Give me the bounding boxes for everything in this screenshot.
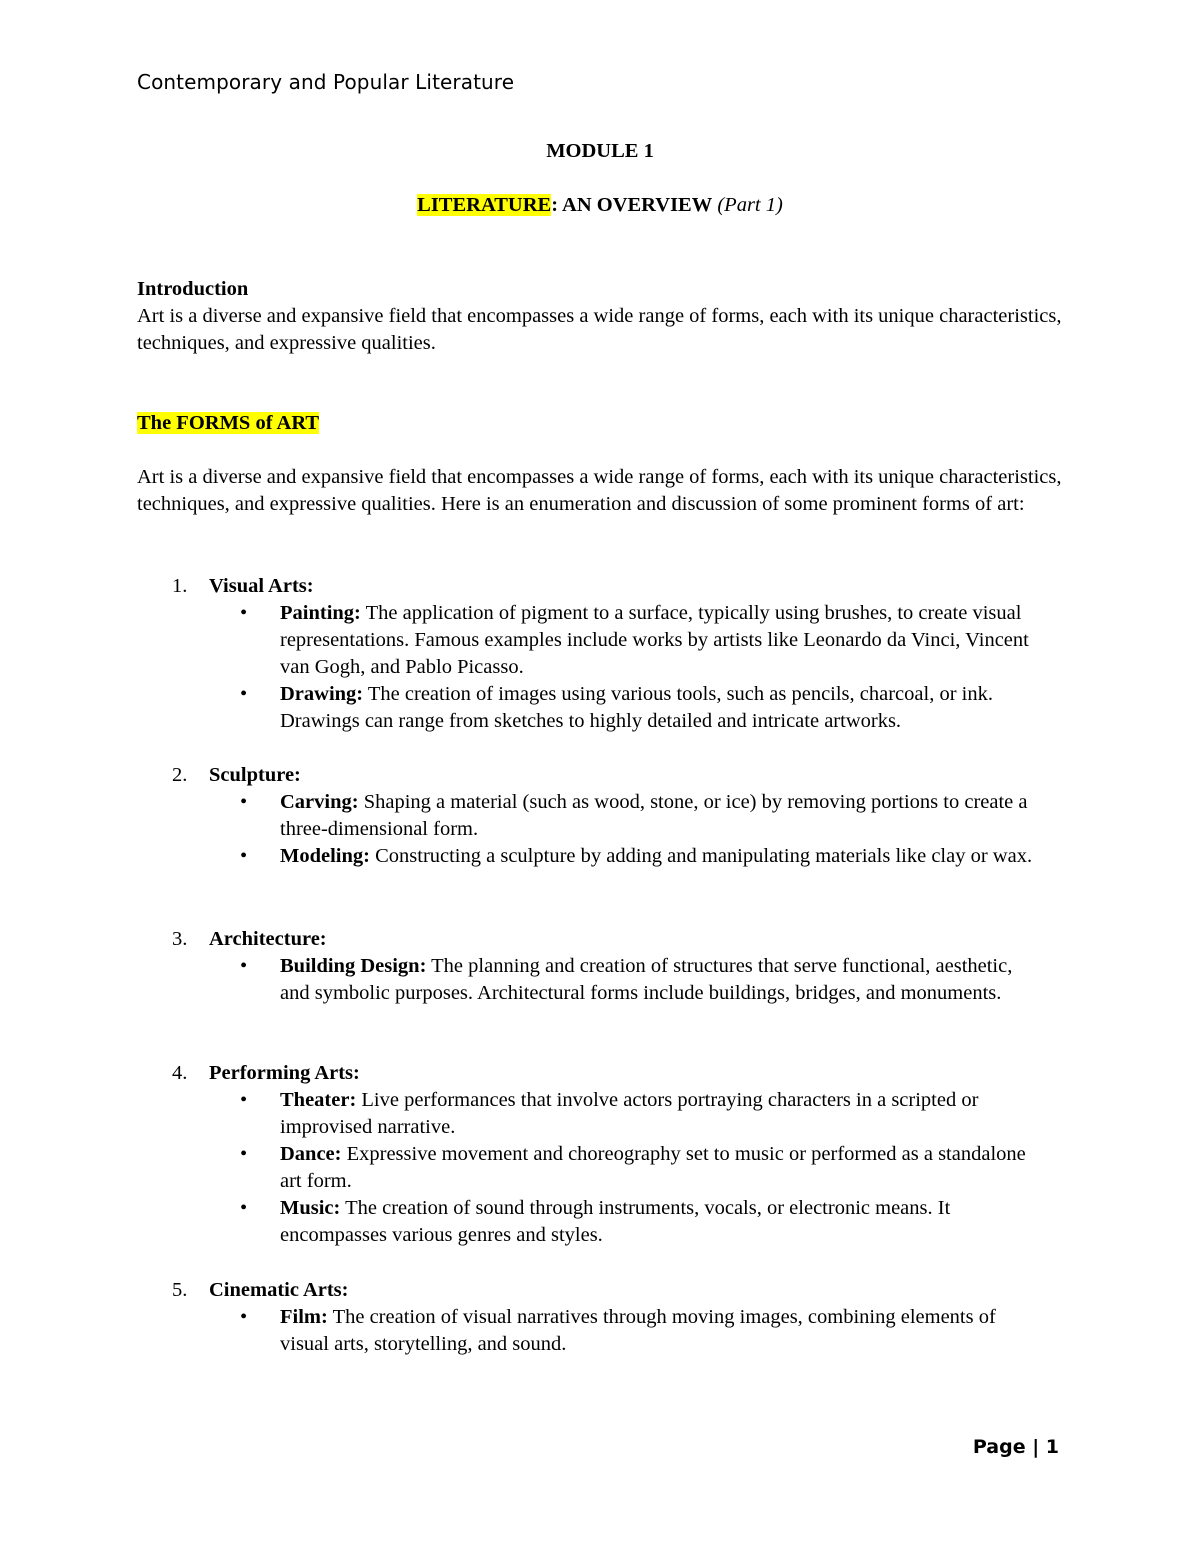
item-text: Shaping a material (such as wood, stone, or ice) by removing portions to create a three-dimensional form.	[280, 791, 1028, 840]
item-term: Carving:	[280, 791, 359, 813]
section-title-text: Architecture:	[209, 928, 327, 950]
item-term: Music:	[280, 1197, 341, 1219]
title-highlighted: LITERATURE	[417, 194, 552, 216]
item-text: Expressive movement and choreography set to music or performed as a standalone art form.	[280, 1143, 1026, 1192]
introduction-text: Art is a diverse and expansive field that encompasses a wide range of forms, each with its unique characteristics, techniques, and expressive qualities.	[137, 305, 1062, 354]
bullet-dot-icon: •	[240, 683, 248, 705]
section-number: 3.	[172, 928, 188, 950]
item-text: The planning and creation of structures that serve functional, aesthetic, and symbolic purposes. Architectural forms include buildings, bridges, and monuments.	[280, 955, 1013, 1004]
list-item	[137, 600, 1067, 681]
item-term: Drawing:	[280, 683, 364, 705]
bullet-dot-icon: •	[240, 845, 248, 867]
page-label: Page |	[972, 1436, 1046, 1458]
item-text: The creation of images using various tools, such as pencils, charcoal, or ink. Drawings can range from sketches to highly detailed and intricate artworks.	[280, 683, 993, 732]
section-title-text: Cinematic Arts:	[209, 1279, 349, 1301]
bullet-dot-icon: •	[240, 955, 248, 977]
section-title-text: Sculpture:	[209, 764, 301, 786]
bullet-dot-icon: •	[240, 1089, 248, 1111]
item-text: Live performances that involve actors portraying characters in a scripted or improvised narrative.	[280, 1089, 979, 1138]
section-number: 1.	[172, 575, 188, 597]
section-number: 2.	[172, 764, 188, 786]
list-item	[137, 1141, 1067, 1195]
section-title	[137, 926, 1067, 953]
section-number: 5.	[172, 1279, 188, 1301]
item-term: Dance:	[280, 1143, 342, 1165]
title-rest: : AN OVERVIEW	[551, 194, 713, 216]
section-title	[137, 1060, 1067, 1087]
item-term: Painting:	[280, 602, 361, 624]
section-title	[137, 1277, 1067, 1304]
item-text: The creation of sound through instruments, vocals, or electronic means. It encompasses various genres and styles.	[280, 1197, 951, 1246]
introduction-heading: Introduction	[137, 278, 249, 300]
section-cinematic-arts	[137, 1277, 1067, 1358]
section-title	[137, 573, 1067, 600]
item-text: The creation of visual narratives through moving images, combining elements of visual arts, storytelling, and sound.	[280, 1306, 996, 1355]
list-item	[137, 1304, 1067, 1358]
section-title	[137, 762, 1067, 789]
section-visual-arts	[137, 573, 1067, 735]
bullet-dot-icon: •	[240, 602, 248, 624]
title-part: (Part 1)	[717, 194, 783, 216]
list-item	[137, 1087, 1067, 1141]
running-header: Contemporary and Popular Literature	[137, 70, 515, 94]
list-item	[137, 953, 1067, 1007]
forms-heading	[137, 410, 319, 437]
page-footer	[973, 1436, 1059, 1458]
document-title	[0, 194, 1200, 217]
list-item	[137, 789, 1067, 843]
bullet-dot-icon: •	[240, 791, 248, 813]
section-title-text: Performing Arts:	[209, 1062, 360, 1084]
list-item	[137, 681, 1067, 735]
item-text: Constructing a sculpture by adding and manipulating materials like clay or wax.	[369, 845, 1033, 867]
list-item	[137, 843, 1067, 870]
list-item	[137, 1195, 1067, 1249]
module-title: MODULE 1	[546, 140, 654, 162]
bullet-dot-icon: •	[240, 1306, 248, 1328]
item-term: Theater:	[280, 1089, 357, 1111]
section-performing-arts	[137, 1060, 1067, 1249]
item-term: Modeling:	[280, 845, 370, 867]
forms-heading-text: The FORMS of ART	[137, 412, 320, 434]
forms-intro-text: Art is a diverse and expansive field that encompasses a wide range of forms, each with its unique characteristics, techniques, and expressive qualities. Here is an enumeration and discussion of some prominent forms of art:	[137, 466, 1062, 515]
section-architecture	[137, 926, 1067, 1007]
item-term: Building Design:	[280, 955, 427, 977]
bullet-dot-icon: •	[240, 1197, 248, 1219]
section-number: 4.	[172, 1062, 188, 1084]
item-term: Film:	[280, 1306, 328, 1328]
section-sculpture	[137, 762, 1067, 870]
item-text: The application of pigment to a surface, typically using brushes, to create visual representations. Famous examples include works by artists like Leonardo da Vinci, Vincent van Gogh, and Pablo Picasso.	[280, 602, 1029, 678]
section-title-text: Visual Arts:	[209, 575, 314, 597]
bullet-dot-icon: •	[240, 1143, 248, 1165]
page-number: 1	[1045, 1436, 1059, 1458]
